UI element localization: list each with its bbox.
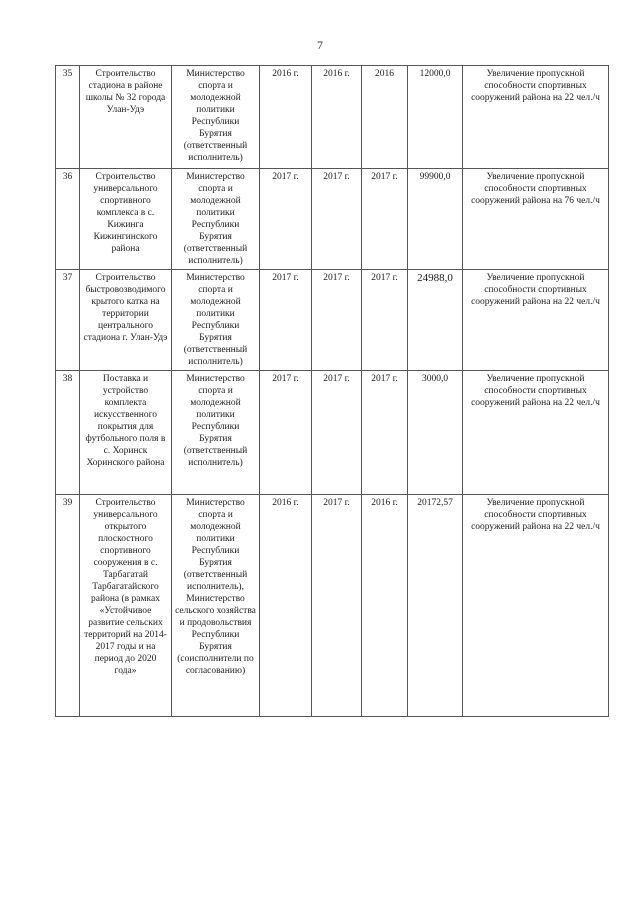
funding-amount: 12000,0: [408, 66, 463, 169]
funding-amount: 20172,57: [408, 495, 463, 717]
row-number: 35: [56, 66, 80, 169]
table-row: [56, 270, 609, 371]
funding-amount: 99900,0: [408, 169, 463, 270]
end-date: 2017 г.: [312, 270, 362, 371]
row-number: 37: [56, 270, 80, 371]
executor: Министерство спорта и молодежной политики Республики Бурятия (ответственный исполнитель): [172, 169, 260, 270]
expected-result: Увеличение пропускной способности спортивных сооружений района на 22 чел./ч: [463, 371, 609, 495]
table-row: [56, 371, 609, 495]
funding-year: 2016 г.: [362, 495, 408, 717]
end-date: 2017 г.: [312, 371, 362, 495]
end-date: 2017 г.: [312, 169, 362, 270]
executor: Министерство спорта и молодежной политики Республики Бурятия (ответственный исполнитель): [172, 66, 260, 169]
page-number: 7: [317, 38, 323, 52]
start-date: 2017 г.: [260, 169, 312, 270]
table-row: [56, 169, 609, 270]
executor: Министерство спорта и молодежной политики Республики Бурятия (ответственный исполнитель): [172, 371, 260, 495]
end-date: 2017 г.: [312, 495, 362, 717]
measure-name: Строительство быстровозводимого крытого катка на территории центрального стадиона г. Улан-Удэ: [80, 270, 172, 371]
funding-year: 2016: [362, 66, 408, 169]
end-date: 2016 г.: [312, 66, 362, 169]
row-number: 38: [56, 371, 80, 495]
measure-name: Строительство стадиона в районе школы № 32 города Улан-Удэ: [80, 66, 172, 169]
table-row: [56, 495, 609, 717]
expected-result: Увеличение пропускной способности спортивных сооружений района на 76 чел./ч: [463, 169, 609, 270]
start-date: 2017 г.: [260, 270, 312, 371]
start-date: 2017 г.: [260, 371, 312, 495]
measure-name: Строительство универсального открытого плоскостного спортивного сооружения в с. Тарбагатай Тарбагатайского района (в рамках «Устойчивое развитие сельских территорий на 2014-2017 годы и на период до 2020 года»: [80, 495, 172, 717]
executor: Министерство спорта и молодежной политики Республики Бурятия (ответственный исполнитель): [172, 270, 260, 371]
table-row: [56, 66, 609, 169]
expected-result: Увеличение пропускной способности спортивных сооружений района на 22 чел./ч: [463, 66, 609, 169]
expected-result: Увеличение пропускной способности спортивных сооружений района на 22 чел./ч: [463, 495, 609, 717]
measure-name: Поставка и устройство комплекта искусственного покрытия для футбольного поля в с. Хоринск Хоринского района: [80, 371, 172, 495]
program-table: [55, 65, 609, 717]
row-number: 39: [56, 495, 80, 717]
executor: Министерство спорта и молодежной политики Республики Бурятия (ответственный исполнитель), Министерство сельского хозяйства и продовольствия Республики Бурятия (соисполнители по согласованию): [172, 495, 260, 717]
expected-result: Увеличение пропускной способности спортивных сооружений района на 22 чел./ч: [463, 270, 609, 371]
funding-amount: 3000,0: [408, 371, 463, 495]
start-date: 2016 г.: [260, 495, 312, 717]
funding-year: 2017 г.: [362, 371, 408, 495]
row-number: 36: [56, 169, 80, 270]
measure-name: Строительство универсального спортивного комплекса в с. Кижинга Кижингинского района: [80, 169, 172, 270]
start-date: 2016 г.: [260, 66, 312, 169]
funding-amount: 24988,0: [408, 270, 463, 371]
funding-year: 2017 г.: [362, 169, 408, 270]
funding-year: 2017 г.: [362, 270, 408, 371]
